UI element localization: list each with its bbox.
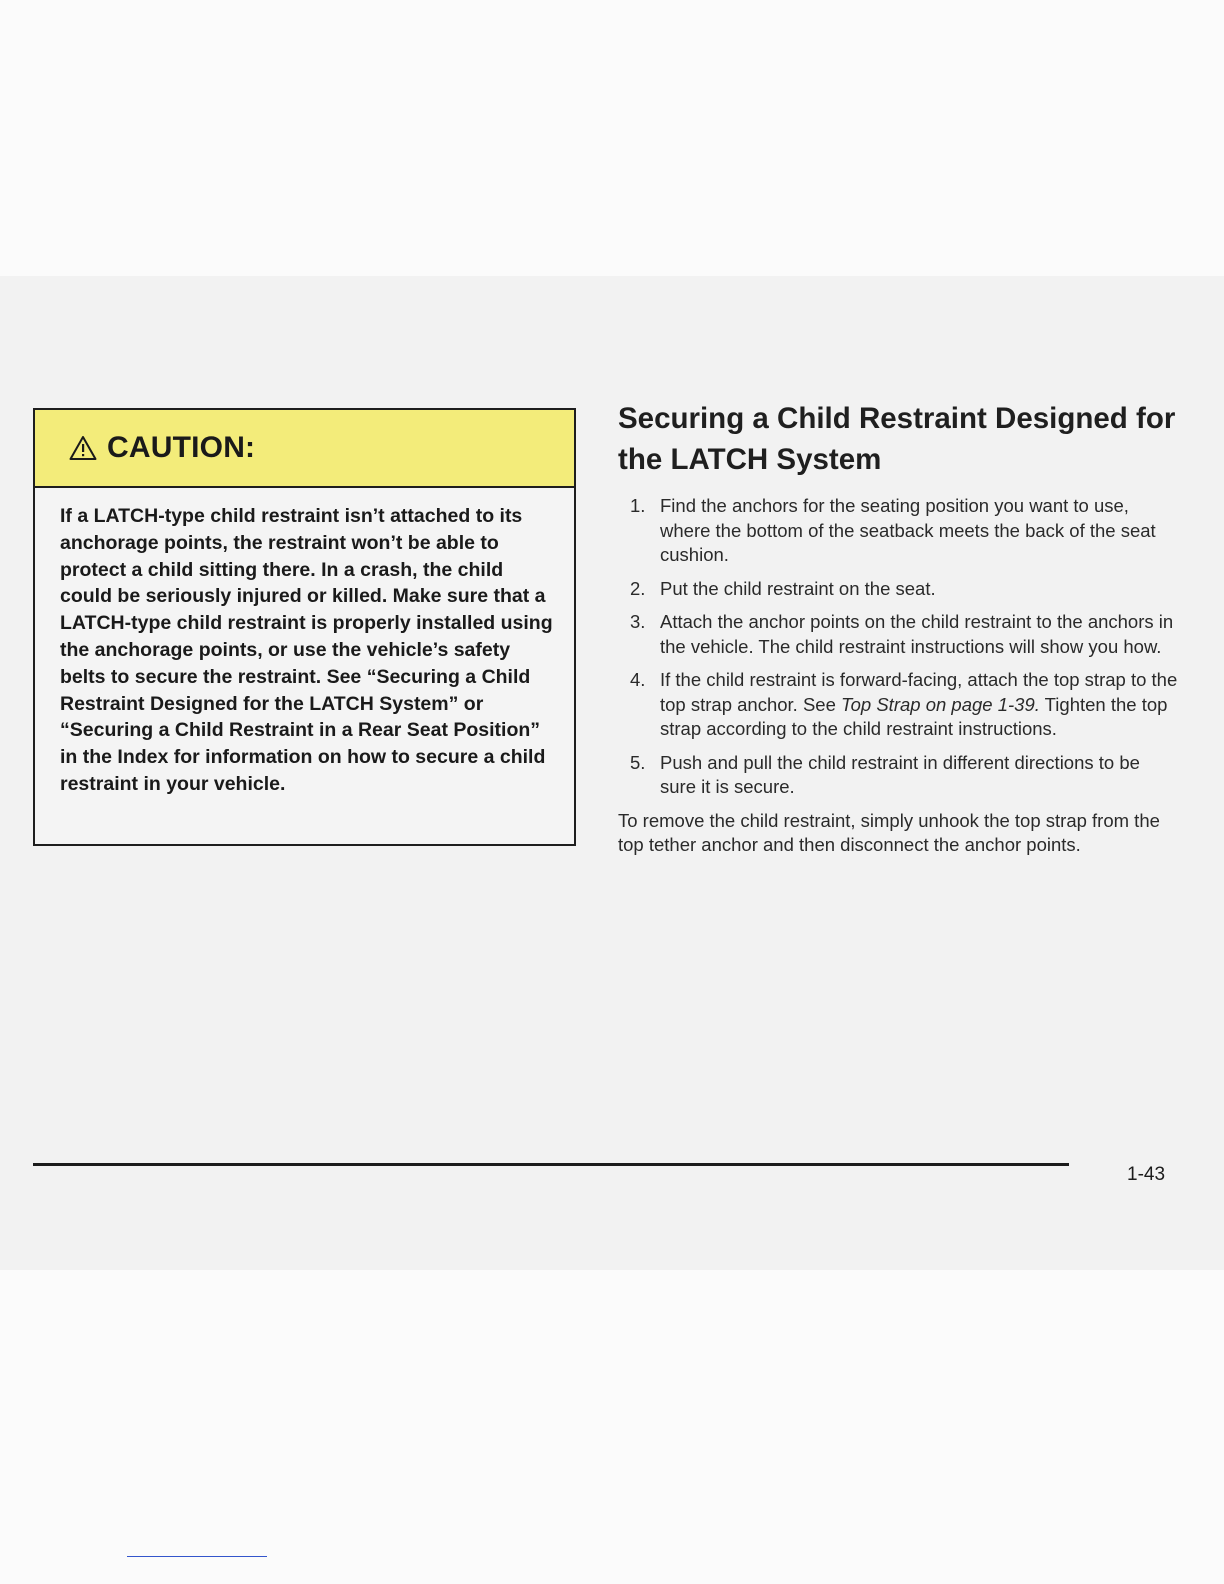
step-text: Push and pull the child restraint in different directions to be sure it is secure. bbox=[660, 751, 1140, 797]
list-item bbox=[618, 668, 1178, 742]
page-reference: Top Strap on page 1-39. bbox=[841, 693, 1040, 715]
step-text: If the child restraint is forward-facing, attach the top strap to the top strap anchor. See bbox=[660, 669, 1178, 715]
step-number: 3. bbox=[630, 611, 646, 632]
steps-list bbox=[618, 494, 1178, 800]
closing-paragraph: To remove the child restraint, simply unhook the top strap from the top tether anchor and then disconnect the anchor points. bbox=[618, 809, 1160, 855]
step-number: 2. bbox=[630, 577, 646, 599]
list-item bbox=[618, 610, 1178, 659]
step-number: 1. bbox=[630, 495, 646, 516]
section-content bbox=[618, 398, 1178, 858]
caution-header bbox=[35, 410, 574, 488]
footer-divider bbox=[33, 1163, 1069, 1166]
step-text: Put the child restraint on the seat. bbox=[660, 577, 936, 599]
step-text: Find the anchors for the seating position you want to use, where the bottom of the seatback meets the back of the seat cushion. bbox=[660, 495, 1156, 565]
list-item bbox=[618, 494, 1178, 568]
step-text: Tighten the top strap according to the child restraint instructions. bbox=[660, 693, 1168, 739]
divider bbox=[127, 1556, 267, 1557]
caution-box bbox=[33, 408, 576, 846]
list-item bbox=[618, 751, 1178, 800]
caution-text: If a LATCH-type child restraint isn’t attached to its anchorage points, the restraint won’t be able to protect a child sitting there. In a crash, the child could be seriously injured or killed. Make sure that a LATCH-type child restraint is properly installed using the anchorage points, or use the vehicle’s safety belts to secure the restraint. See “Securing a Child Restraint Designed for the LATCH System” or “Securing a Child Restraint in a Rear Seat Position” in the Index for information on how to secure a child restraint in your vehicle. bbox=[60, 505, 553, 795]
page-number: 1-43 bbox=[1127, 1164, 1166, 1185]
list-item bbox=[618, 577, 1178, 602]
step-text: Attach the anchor points on the child restraint to the anchors in the vehicle. The child restraint instructions will show you how. bbox=[660, 611, 1174, 657]
section-title: Securing a Child Restraint Designed for the LATCH System bbox=[618, 402, 1176, 476]
step-number: 5. bbox=[630, 751, 646, 773]
warning-triangle-icon bbox=[69, 435, 97, 461]
step-number: 4. bbox=[630, 669, 646, 690]
caution-title: CAUTION: bbox=[107, 431, 256, 464]
